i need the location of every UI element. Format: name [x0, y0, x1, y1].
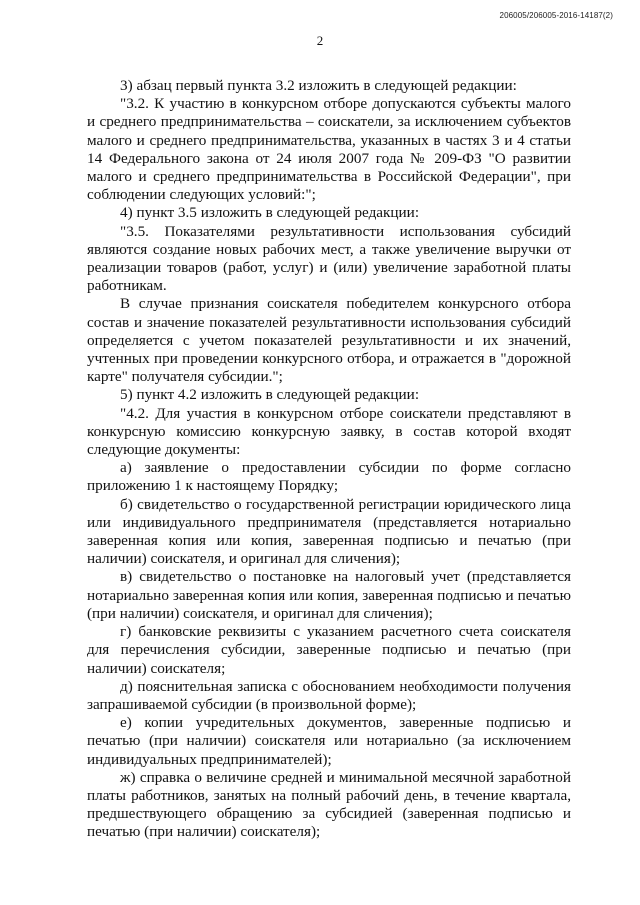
list-item-b: б) свидетельство о государственной регистрации юридического лица или индивидуального предпринимателя (представляется нотариально заверенная копия или копия, заверенная подписью и печатью (при наличии) соискателя, и оригинал для сличения);	[87, 495, 571, 568]
list-item-a: а) заявление о предоставлении субсидии по форме согласно приложению 1 к настоящему Порядку;	[87, 459, 571, 495]
list-item-zh: ж) справка о величине средней и минимальной месячной заработной платы работников, занятых на полный рабочий день, в течение квартала, предшествующего обращению за субсидией (заверенная подписью и печатью (при наличии) соискателя);	[87, 768, 571, 841]
paragraph-clause-4-2: "4.2. Для участия в конкурсном отборе соискатели представляют в конкурсную комиссию конкурсную заявку, в состав которой входят следующие документы:	[87, 404, 571, 459]
paragraph-item-5: 5) пункт 4.2 изложить в следующей редакции:	[120, 386, 420, 404]
document-body	[87, 77, 571, 842]
list-item-d: д) пояснительная записка с обоснованием необходимости получения запрашиваемой субсидии (в произвольной форме);	[87, 677, 571, 713]
paragraph-clause-3-2: "3.2. К участию в конкурсном отборе допускаются субъекты малого и среднего предпринимательства – соискатели, за исключением субъектов малого и среднего предпринимательства, указанных в частях 3 и 4 статьи 14 Федерального закона от 24 июля 2007 года № 209-ФЗ "О развитии малого и среднего предпринимательства в Российской Федерации", при соблюдении следующих условий:";	[87, 95, 571, 204]
paragraph-clause-3-5: "3.5. Показателями результативности использования субсидий являются создание новых рабочих мест, а также увеличение выручки от реализации товаров (работ, услуг) и (или) увеличение заработной платы работникам.	[87, 222, 571, 295]
paragraph-item-3: 3) абзац первый пункта 3.2 изложить в следующей редакции:	[120, 77, 517, 94]
list-item-v: в) свидетельство о постановке на налоговый учет (представляется нотариально заверенная копия или копия, заверенная подписью и печатью (при наличии) соискателя, и оригинал для сличения);	[87, 568, 571, 622]
document-id: 206005/206005-2016-14187(2)	[499, 11, 613, 20]
paragraph-item-4: 4) пункт 3.5 изложить в следующей редакции:	[120, 204, 420, 222]
page-number: 2	[316, 33, 324, 48]
list-item-e: е) копии учредительных документов, заверенные подписью и печатью (при наличии) соискателя или нотариально (за исключением индивидуальных предпринимателей);	[87, 714, 571, 768]
paragraph-clause-3-5-continued: В случае признания соискателя победителем конкурсного отбора состав и значение показателей результативности использования субсидий определяется с учетом показателей результативности и их значений, учтенных при проведении конкурсного отбора, и отражается в "дорожной карте" получателя субсидии.";	[87, 295, 571, 386]
list-item-g: г) банковские реквизиты с указанием расчетного счета соискателя для перечисления субсидии, заверенные подписью и печатью (при наличии) соискателя;	[87, 623, 571, 677]
